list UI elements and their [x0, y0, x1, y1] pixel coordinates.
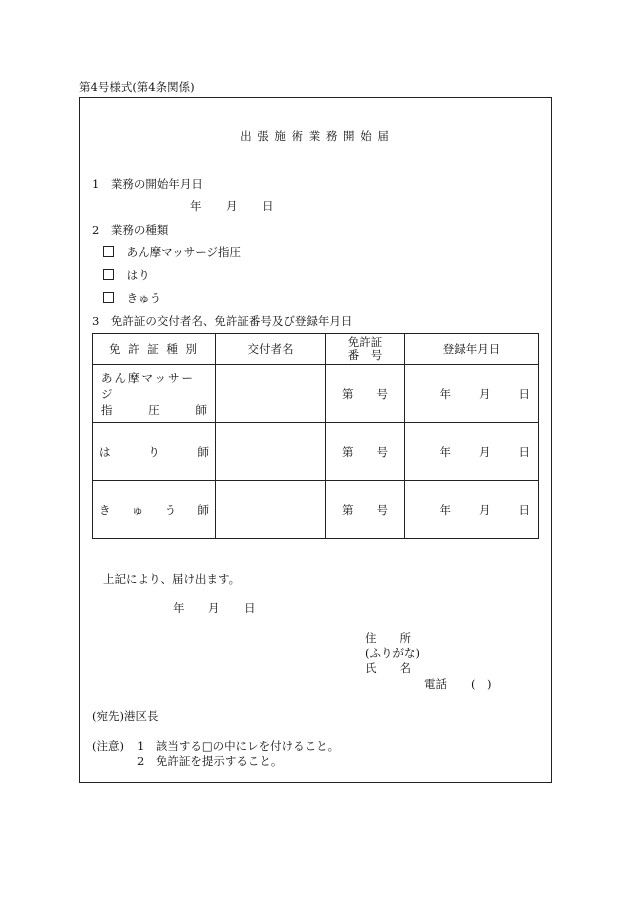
start-date-month-unit: 月: [226, 199, 238, 213]
license-type-cell: [93, 423, 216, 481]
type-char: き: [99, 502, 111, 517]
number-suffix: 号: [376, 502, 388, 517]
month-unit: 月: [479, 502, 491, 517]
option-hari[interactable]: [103, 267, 150, 283]
start-date-year-unit: 年: [190, 199, 202, 213]
header-license-number: [326, 334, 405, 365]
day-unit: 日: [518, 386, 530, 401]
option-anma-label: あん摩マッサージ指圧: [126, 245, 241, 259]
header-issuer: 交付者名: [216, 334, 326, 365]
type-char: ゅ: [131, 502, 144, 517]
table-row: [93, 423, 539, 481]
number-prefix: 第: [342, 502, 354, 517]
license-type-line1: あん摩マッサージ: [101, 370, 196, 401]
month-unit: 月: [479, 444, 491, 459]
table-row: [93, 481, 539, 539]
license-number-cell[interactable]: [326, 423, 405, 481]
address-label: 住 所: [365, 631, 411, 645]
option-anma[interactable]: [103, 244, 241, 260]
notes-label: (注意): [92, 739, 124, 753]
name-label: 氏 名: [365, 661, 411, 675]
month-unit: 月: [479, 386, 491, 401]
type-char: 師: [197, 502, 209, 517]
form-number: 第4号様式(第4条関係): [79, 80, 195, 94]
license-type-cell: [93, 365, 216, 423]
type-char: 師: [195, 402, 207, 417]
checkbox-hari[interactable]: [103, 269, 114, 280]
phone-label: 電話: [424, 677, 447, 691]
number-suffix: 号: [376, 386, 388, 401]
form-title: 出 張 施 術 業 務 開 始 届: [240, 129, 390, 143]
license-table: [92, 333, 539, 539]
number-prefix: 第: [342, 386, 354, 401]
option-kyu[interactable]: [103, 290, 161, 306]
header-license-number-line2: 番 号: [347, 348, 383, 362]
registration-date-cell[interactable]: [405, 481, 539, 539]
registration-date-cell[interactable]: [405, 423, 539, 481]
furigana-label: (ふりがな): [365, 646, 420, 660]
submit-date-year-unit: 年: [173, 601, 185, 615]
license-number-cell[interactable]: [326, 481, 405, 539]
year-unit: 年: [439, 502, 451, 517]
phone-parens: ( ): [471, 677, 492, 691]
license-number-cell[interactable]: [326, 365, 405, 423]
note-item-2: 2 免許証を提示すること。: [137, 754, 283, 768]
checkbox-kyu[interactable]: [103, 292, 114, 303]
type-char: 圧: [148, 402, 160, 417]
section1-heading: 1 業務の開始年月日: [92, 177, 203, 191]
section3-heading: 3 免許証の交付者名、免許証番号及び登録年月日: [92, 314, 353, 328]
number-prefix: 第: [342, 444, 354, 459]
type-char: 指: [101, 402, 113, 417]
year-unit: 年: [439, 444, 451, 459]
year-unit: 年: [439, 386, 451, 401]
license-type-line2: [93, 402, 215, 418]
type-char: は: [99, 444, 111, 459]
checkbox-anma[interactable]: [103, 246, 114, 257]
issuer-cell[interactable]: [216, 423, 326, 481]
license-type-cell: [93, 481, 216, 539]
header-registration-date: 登録年月日: [405, 334, 539, 365]
registration-date-cell[interactable]: [405, 365, 539, 423]
issuer-cell[interactable]: [216, 365, 326, 423]
type-char: り: [148, 444, 160, 459]
type-char: 師: [197, 444, 209, 459]
issuer-cell[interactable]: [216, 481, 326, 539]
type-char: う: [164, 502, 177, 517]
license-table-header: [93, 334, 539, 365]
option-kyu-label: きゅう: [126, 291, 162, 305]
note-item-1: 1 該当する□の中にレを付けること。: [137, 739, 340, 753]
notice-text: 上記により、届け出ます。: [103, 572, 241, 586]
start-date-day-unit: 日: [262, 199, 274, 213]
addressee: (宛先)港区長: [92, 709, 159, 723]
header-license-number-line1: 免許証: [347, 335, 383, 349]
table-row: [93, 365, 539, 423]
day-unit: 日: [518, 502, 530, 517]
header-license-type: 免 許 証 種 別: [93, 334, 216, 365]
day-unit: 日: [518, 444, 530, 459]
submit-date-month-unit: 月: [208, 601, 220, 615]
submit-date-day-unit: 日: [244, 601, 256, 615]
option-hari-label: はり: [126, 268, 150, 282]
number-suffix: 号: [376, 444, 388, 459]
section2-heading: 2 業務の種類: [92, 223, 169, 237]
